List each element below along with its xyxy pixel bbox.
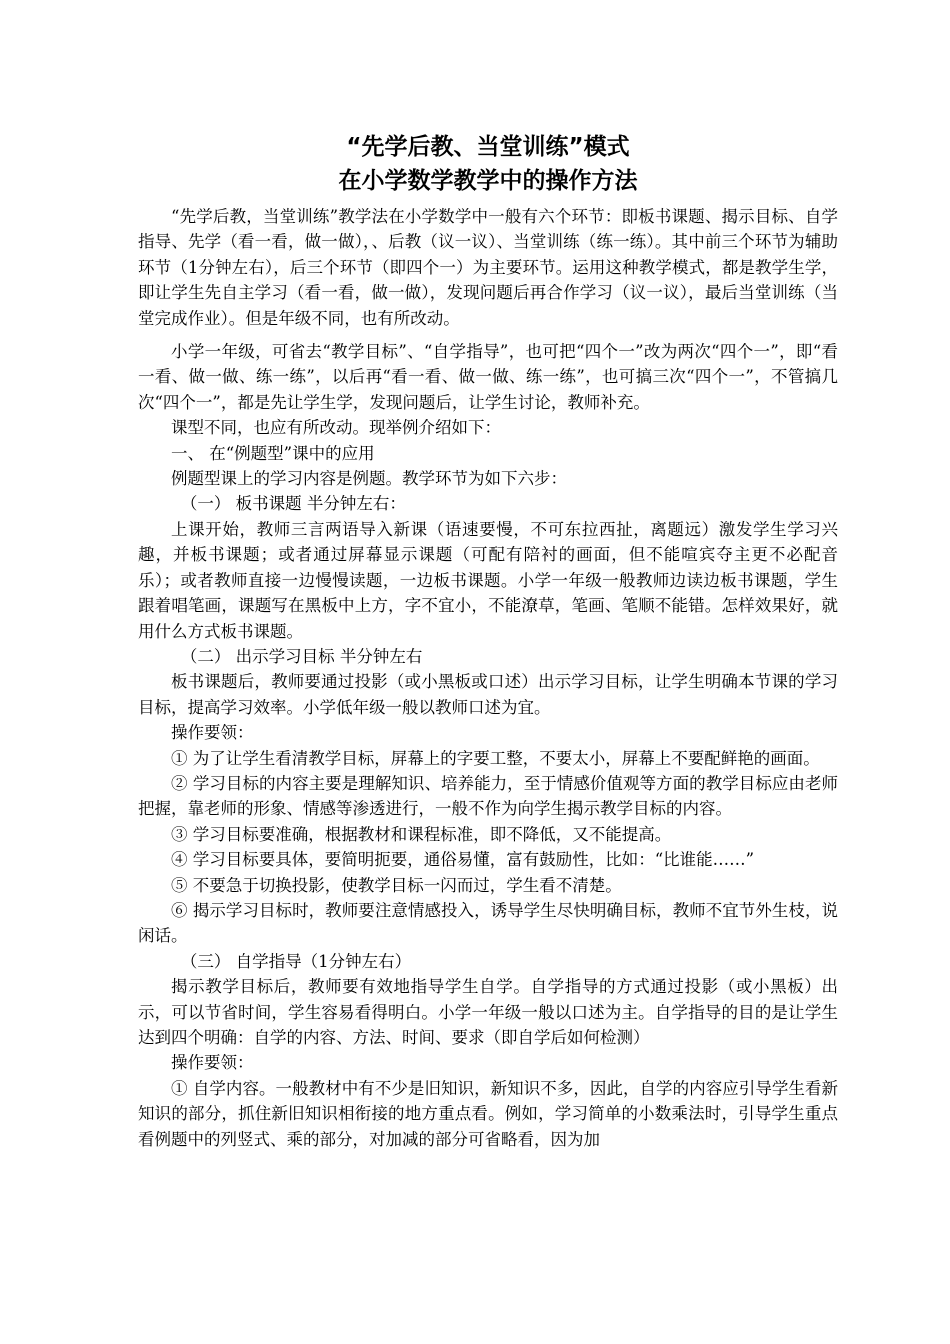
subheading-board-title: （一） 板书课题 半分钟左右：: [180, 494, 406, 514]
list-item-goal-3: ③ 学习目标要准确，根据教材和课程标准，即不降低，又不能提高。: [171, 824, 672, 844]
section-heading-example-lesson: 一、 在“例题型”课中的应用: [171, 443, 375, 463]
label-operation-points-2: 操作要领：: [171, 1053, 254, 1073]
document-title-line-2: 在小学数学教学中的操作方法: [338, 168, 638, 194]
list-item-goal-5: ⑤ 不要急于切换投影，使教学目标一闪而过，学生看不清楚。: [171, 875, 622, 895]
paragraph-intro: “先学后教，当堂训练”教学法在小学数学中一般有六个环节：即板书课题、揭示目标、自学指导、先学（看一看，做一做），、后教（议一议）、当堂训练（练一练）。其中前三个环节为辅助环节（1分钟左右），后三个环节（即四个一）为主要环节。运用这种教学模式，都是教学生学，即让学生先自主学习（看一看，做一做），发现问题后再合作学习（议一议），最后当堂训练（当堂完成作业）。但是年级不同，也有所改动。: [138, 207, 838, 328]
list-item-goal-4: ④ 学习目标要具体，要简明扼要，通俗易懂，富有鼓励性，比如：“比谁能……”: [171, 850, 755, 870]
label-operation-points-1: 操作要领：: [171, 723, 254, 743]
list-item-goal-1: ① 为了让学生看清教学目标，屏幕上的字要工整，不要太小，屏幕上不要配鲜艳的画面。: [171, 748, 820, 768]
paragraph-learning-goals: 板书课题后，教师要通过投影（或小黑板或口述）出示学习目标，让学生明确本节课的学习目标，提高学习效率。小学低年级一般以教师口述为宜。: [138, 672, 838, 717]
subheading-learning-goals: （二） 出示学习目标 半分钟左右: [180, 646, 423, 666]
paragraph-example-steps: 例题型课上的学习内容是例题。教学环节为如下六步：: [171, 469, 567, 489]
document-body: [138, 204, 838, 1152]
paragraph-grade-one: 小学一年级，可省去“教学目标”、“自学指导”，也可把“四个一”改为两次“四个一”，即“看一看、做一做、练一练”，以后再“看一看、做一做、练一练”，也可搞三次“四个一”，不管搞几次“四个一”，都是先让学生学，发现问题后，让学生讨论，教师补充。: [138, 342, 838, 412]
list-item-goal-6: ⑥ 揭示学习目标时，教师要注意情感投入，诱导学生尽快明确目标，教师不宜节外生枝，说闲话。: [138, 900, 838, 946]
paragraph-self-study-guide: 揭示教学目标后，教师要有效地指导学生自学。自学指导的方式通过投影（或小黑板）出示，可以节省时间，学生容易看得明白。小学一年级一般以口述为主。自学指导的目的是让学生达到四个明确：自学的内容、方法、时间、要求（即自学后如何检测）: [138, 977, 838, 1047]
document-page: [138, 130, 838, 1152]
list-item-guide-1: ① 自学内容。一般教材中有不少是旧知识，新知识不多，因此，自学的内容应引导学生看新知识的部分，抓住新旧知识相衔接的地方重点看。例如，学习简单的小数乘法时，引导学生重点看例题中的列竖式、乘的部分，对加减的部分可省略看，因为加: [138, 1078, 838, 1149]
paragraph-lesson-types: 课型不同，也应有所改动。现举例介绍如下：: [171, 418, 501, 438]
subheading-self-study-guide: （三） 自学指导（1分钟左右）: [180, 951, 412, 971]
paragraph-board-title: 上课开始，教师三言两语导入新课（语速要慢，不可东拉西扯，离题远）激发学生学习兴趣，并板书课题；或者通过屏幕显示课题（可配有陪衬的画面，但不能喧宾夺主更不必配音乐）；或者教师直接一边慢慢读题，一边板书课题。小学一年级一般教师边读边板书课题，学生跟着唱笔画，课题写在黑板中上方，字不宜小，不能潦草，笔画、笔顺不能错。怎样效果好，就用什么方式板书课题。: [138, 519, 838, 641]
list-item-goal-2: ② 学习目标的内容主要是理解知识、培养能力，至于情感价值观等方面的教学目标应由老师把握，靠老师的形象、情感等渗透进行，一般不作为向学生揭示教学目标的内容。: [138, 773, 838, 819]
document-title-line-1: “先学后教、当堂训练”模式: [346, 134, 630, 160]
